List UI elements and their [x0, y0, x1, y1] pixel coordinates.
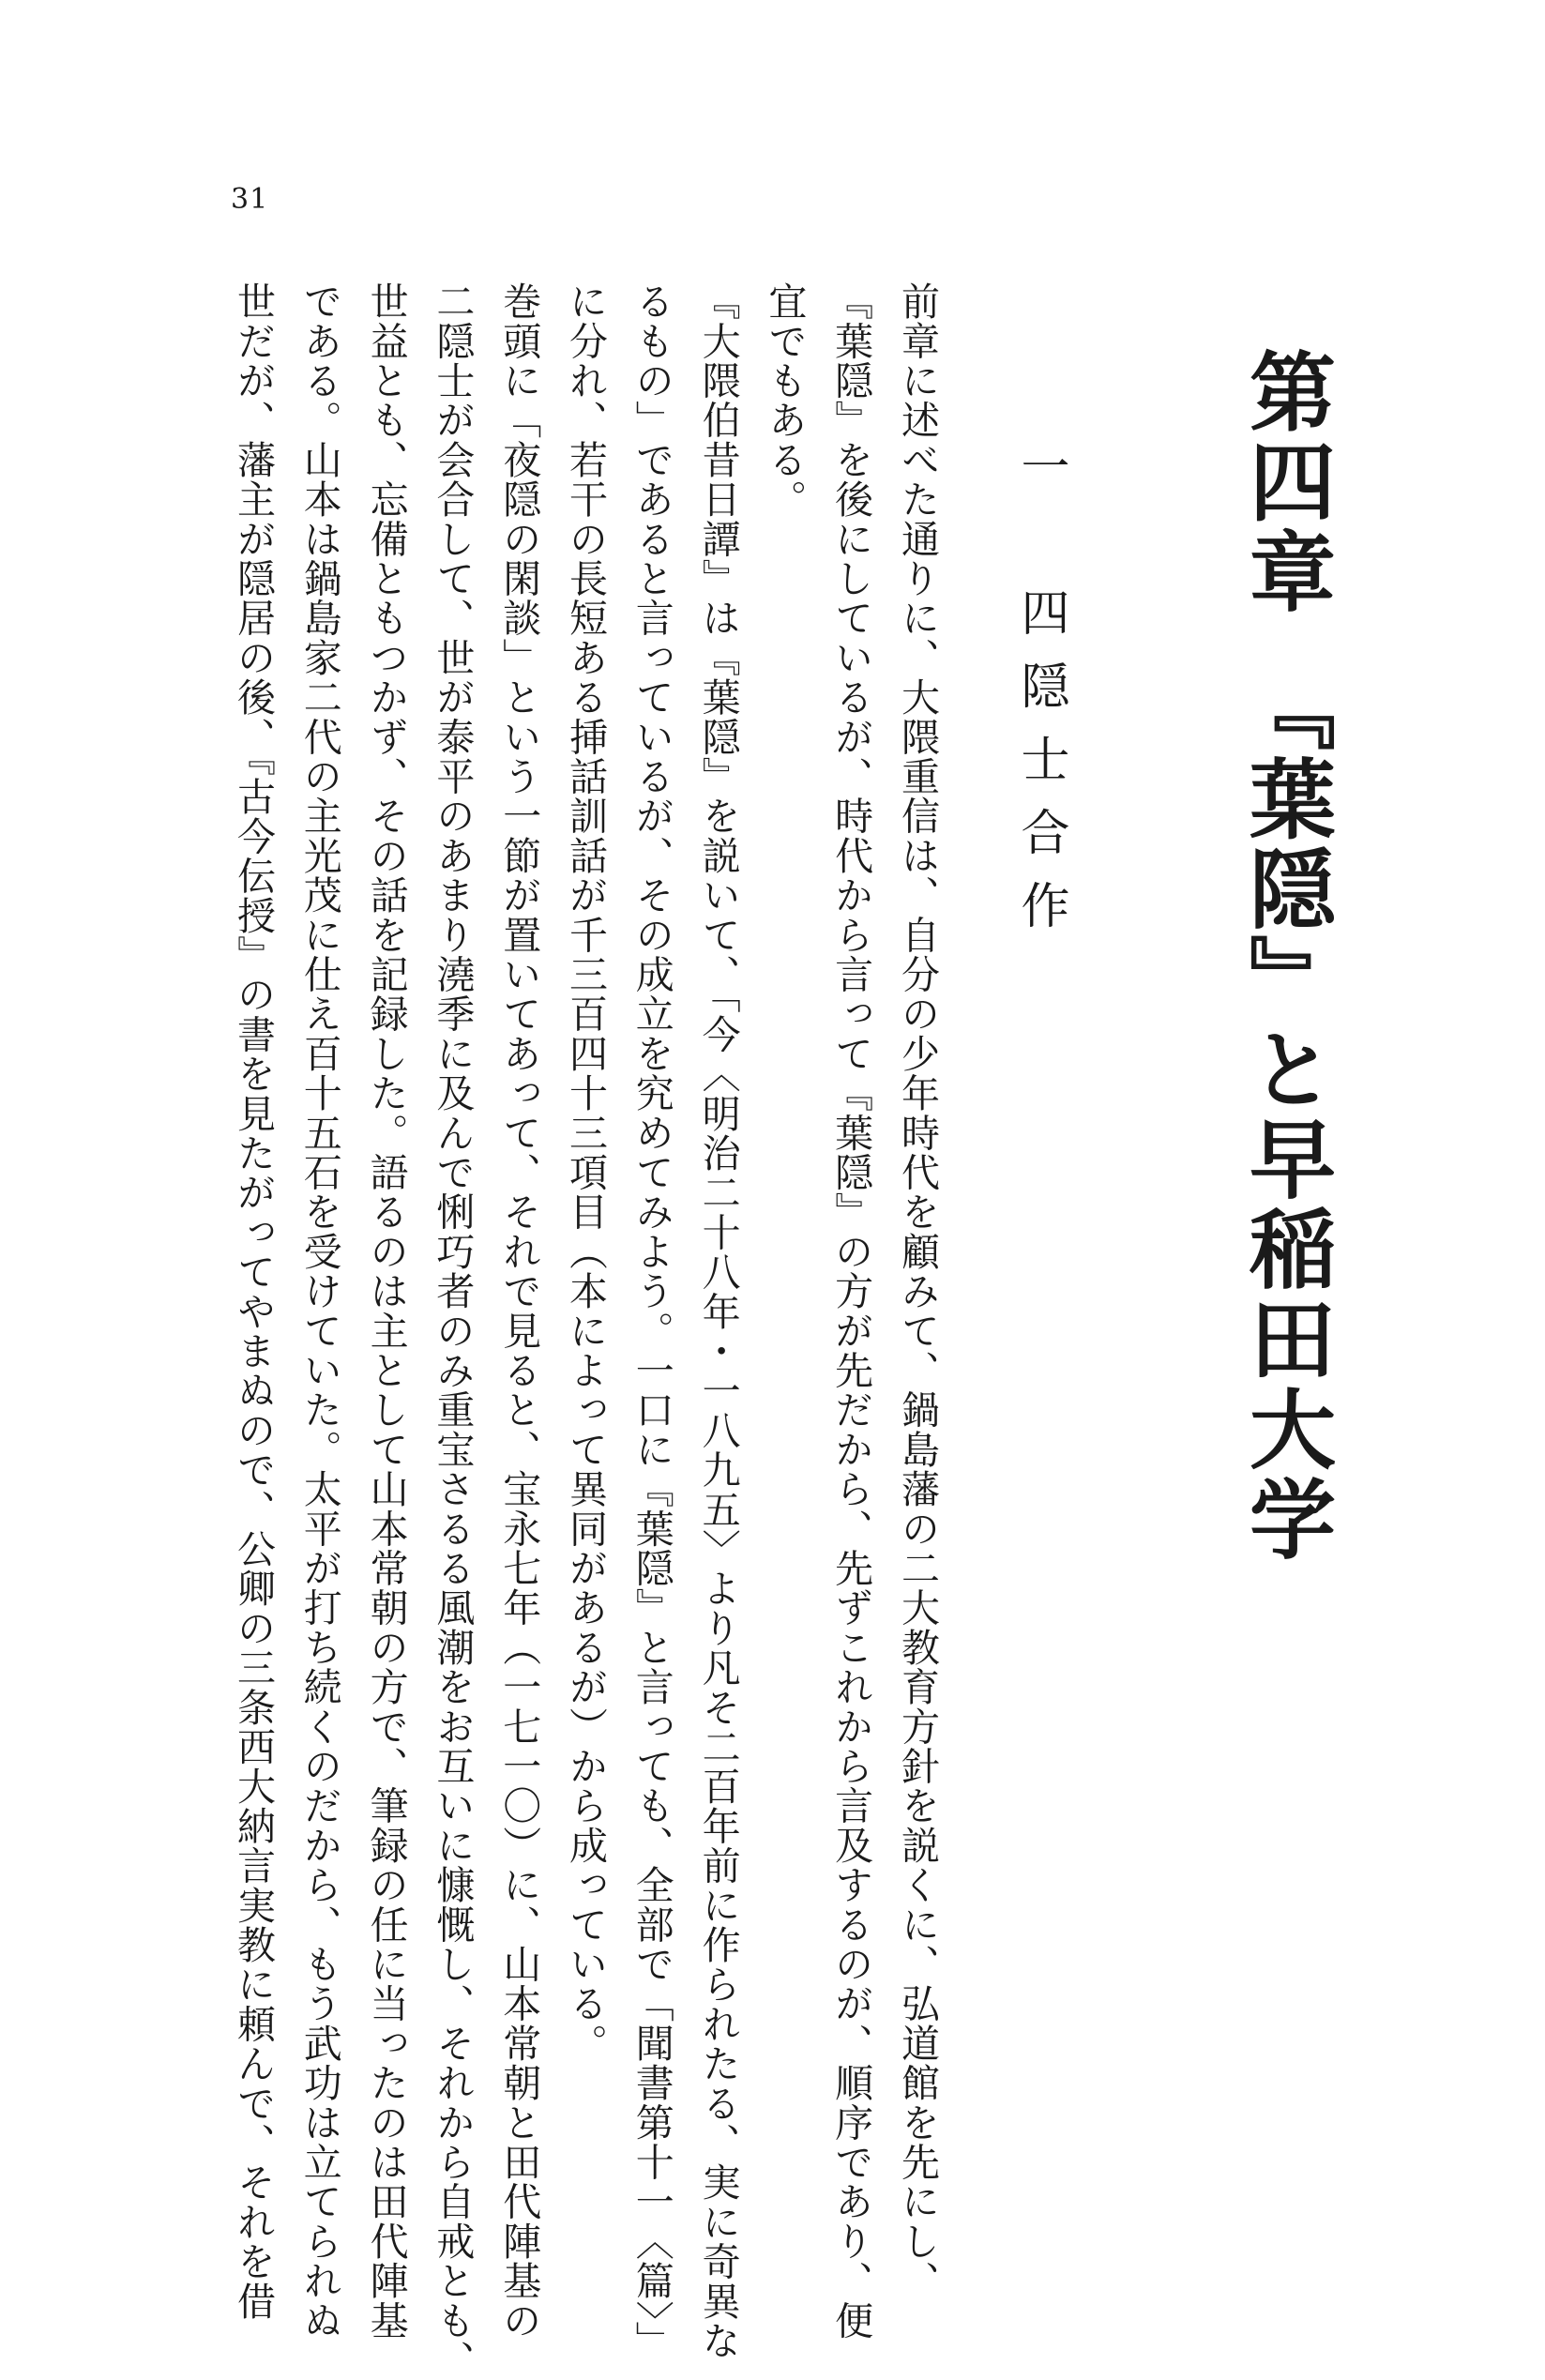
text-line: に分れ、若干の長短ある挿話訓話が千三百四十三項目（本によって異同があるが）から成っている。	[562, 281, 608, 2063]
text-line: である。山本は鍋島家二代の主光茂に仕え百十五石を受けていた。太平が打ち続くのだから、もう武功は立てられぬ	[296, 281, 342, 2341]
section-title: 一 四隠士合作	[1012, 441, 1068, 953]
text-line: 前章に述べた通りに、大隈重信は、自分の少年時代を顧みて、鍋島藩の二大教育方針を説くに、弘道館を先にし、	[894, 281, 940, 2301]
text-line: 巻頭に「夜隠の閑談」という一節が置いてあって、それで見ると、宝永七年（一七一〇）に、山本常朝と田代陣基の	[496, 281, 542, 2341]
text-line: 世益とも、忘備ともつかず、その話を記録した。語るのは主として山本常朝の方で、筆録の任に当ったのは田代陣基	[363, 281, 409, 2341]
text-line: るもの」であると言っているが、その成立を究めてみよう。一口に『葉隠』と言っても、全部で「聞書第十一〈篇〉」	[629, 281, 674, 2361]
text-line: 『大隈伯昔日譚』は『葉隠』を説いて、「今〈明治二十八年・一八九五〉より凡そ二百年前に作られたる、実に奇異な	[695, 281, 741, 2361]
chapter-title: 第四章 『葉隠』と早稲田大学	[1235, 347, 1337, 1565]
body-text	[225, 281, 940, 2380]
page-number: 31	[231, 183, 269, 216]
text-line: 世だが、藩主が隠居の後、『古今伝授』の書を見たがってやまぬので、公卿の三条西大納言実教に頼んで、それを借	[231, 281, 276, 2321]
text-line: 宜でもある。	[762, 281, 808, 520]
text-line: 『葉隠』を後にしているが、時代から言って『葉隠』の方が先だから、先ずこれから言及するのが、順序であり、便	[828, 281, 874, 2341]
text-line: 二隠士が会合して、世が泰平のあまり澆季に及んで悧巧者のみ重宝さるる風潮をお互いに慷慨し、それから自戒とも、	[430, 281, 476, 2380]
